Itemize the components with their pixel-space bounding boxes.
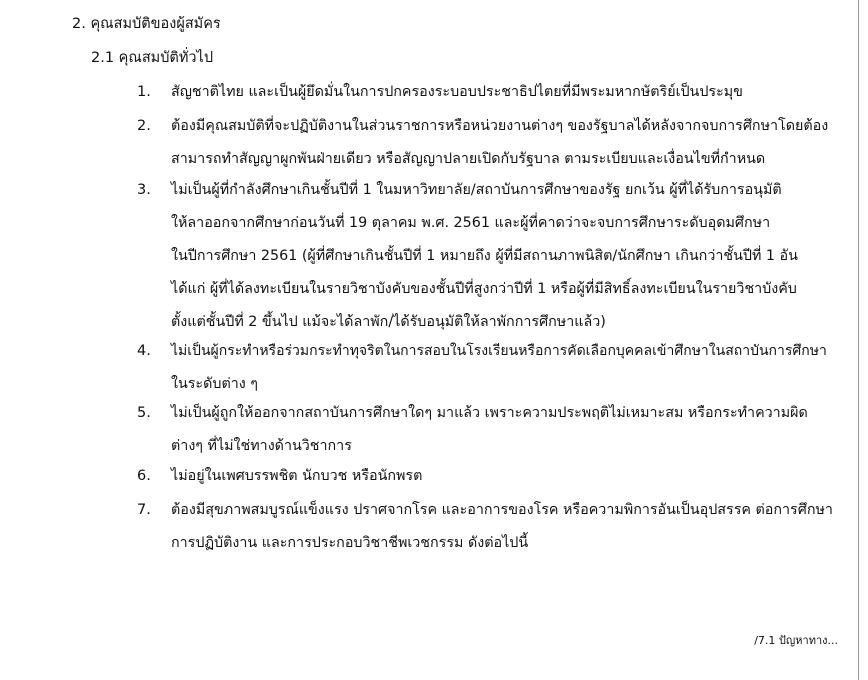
item-text [171,466,839,499]
item-line: ได้แก่ ผู้ที่ได้ลงทะเบียนในรายวิชาบังคับของชั้นปีที่สูงกว่าปีที่ 1 หรือผู้ที่มีสิทธิ์ลงทะเบียนในรายวิชาบังคับ [171,281,797,297]
item-number: 2. [137,118,151,134]
item-line: ในปีการศึกษา 2561 (ผู้ที่ศึกษาเกินชั้นปีที่ 1 หมายถึง ผู้ที่มีสถานภาพนิสิต/นักศึกษา เกินกว่าชั้นปีที่ 1 อัน [171,248,798,264]
item-number: 3. [137,182,151,198]
item-line: ให้ลาออกจากศึกษาก่อนวันที่ 19 ตุลาคม พ.ศ. 2561 และผู้ที่คาดว่าจะจบการศึกษาระดับอุดมศึกษา [171,215,771,231]
item-number: 1. [137,84,151,100]
item-line: ไม่อยู่ในเพศบรรพชิต นักบวช หรือนักพรต [171,468,423,484]
section-heading: 2. คุณสมบัติของผู้สมัคร [72,16,221,32]
item-line: ต่างๆ ที่ไม่ใช่ทางด้านวิชาการ [171,438,352,454]
item-line: ไม่เป็นผู้ที่กำลังศึกษาเกินชั้นปีที่ 1 ในมหาวิทยาลัย/สถาบันการศึกษาของรัฐ ยกเว้น ผู้ที่ได้รับการอนุมัติ [171,182,782,198]
item-text [171,403,839,469]
item-text [171,116,839,182]
subsection-heading: 2.1 คุณสมบัติทั่วไป [91,50,214,66]
item-line: ตั้งแต่ชั้นปีที่ 2 ขึ้นไป แม้จะได้ลาพัก/ได้รับอนุมัติให้ลาพักการศึกษาแล้ว) [171,314,606,330]
item-line: ต้องมีคุณสมบัติที่จะปฏิบัติงานในส่วนราชการหรือหน่วยงานต่างๆ ของรัฐบาลได้หลังจากจบการศึกษาโดยต้อง [171,118,829,134]
item-line: ไม่เป็นผู้ถูกให้ออกจากสถาบันการศึกษาใดๆ มาแล้ว เพราะความประพฤติไม่เหมาะสม หรือกระทำความผิด [171,405,808,421]
item-text [171,500,839,566]
item-number: 4. [137,343,151,359]
item-number: 5. [137,405,151,421]
item-line: สามารถทำสัญญาผูกพันฝ่ายเดียว หรือสัญญาปลายเปิดกับรัฐบาล ตามระเบียบและเงื่อนไขที่กำหนด [171,151,766,167]
item-text [171,341,839,407]
item-number: 7. [137,502,151,518]
continuation-note: /7.1 ปัญหาทาง... [754,634,838,647]
item-line: ต้องมีสุขภาพสมบูรณ์แข็งแรง ปราศจากโรค และอาการของโรค หรือความพิการอันเป็นอุปสรรค ต่อการศึกษา [171,502,833,518]
item-line: ในระดับต่าง ๆ [171,376,258,392]
item-line: สัญชาติไทย และเป็นผู้ยึดมั่นในการปกครองระบอบประชาธิปไตยที่มีพระมหากษัตริย์เป็นประมุข [171,84,743,100]
item-text [171,180,839,345]
item-line: การปฏิบัติงาน และการประกอบวิชาชีพเวชกรรม ดังต่อไปนี้ [171,535,529,551]
item-line: ไม่เป็นผู้กระทำหรือร่วมกระทำทุจริตในการสอบในโรงเรียนหรือการคัดเลือกบุคคลเข้าศึกษาในสถาบันการศึกษา [171,343,827,359]
item-text [171,82,839,115]
page-edge-divider [858,0,859,680]
item-number: 6. [137,468,151,484]
